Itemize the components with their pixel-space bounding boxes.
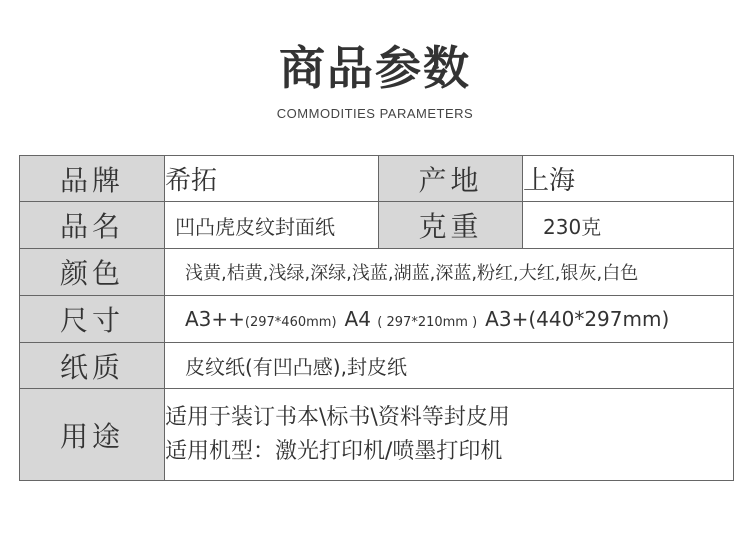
material-label: 纸质: [20, 343, 165, 389]
brand-value: 希拓: [165, 156, 379, 202]
table-row-brand: [20, 156, 734, 202]
usage-line-2: 适用机型：激光打印机/喷墨打印机: [165, 438, 503, 464]
material-value: 皮纹纸(有凹凸感),封皮纸: [165, 343, 734, 389]
origin-label: 产地: [379, 156, 523, 202]
size-a3pp: A3++: [185, 307, 245, 331]
size-a4: A4: [344, 307, 371, 331]
table-row-color: [20, 249, 734, 296]
table-row-name: [20, 202, 734, 249]
usage-label: 用途: [20, 389, 165, 481]
size-a4-dim: ( 297*210mm ): [377, 315, 478, 330]
color-value: 浅黄,桔黄,浅绿,深绿,浅蓝,湖蓝,深蓝,粉红,大红,银灰,白色: [165, 249, 734, 296]
color-label: 颜色: [20, 249, 165, 296]
table-row-size: [20, 296, 734, 343]
parameters-table: [19, 155, 734, 481]
size-value: [165, 296, 734, 343]
page-subtitle: COMMODITIES PARAMETERS: [276, 106, 474, 121]
weight-label: 克重: [379, 202, 523, 249]
usage-value: [165, 389, 734, 481]
weight-value: 230克: [523, 202, 734, 249]
usage-line-1: 适用于装订书本\标书\资料等封皮用: [165, 404, 510, 430]
table-row-usage: [20, 389, 734, 481]
page-title: 商品参数: [279, 41, 471, 95]
size-a3p: A3+(440*297mm): [485, 307, 670, 331]
size-label: 尺寸: [20, 296, 165, 343]
table-row-material: [20, 343, 734, 389]
size-a3pp-dim: (297*460mm): [244, 315, 337, 330]
brand-label: 品牌: [20, 156, 165, 202]
origin-value: 上海: [523, 156, 734, 202]
product-name-value: 凹凸虎皮纹封面纸: [165, 202, 379, 249]
product-name-label: 品名: [20, 202, 165, 249]
